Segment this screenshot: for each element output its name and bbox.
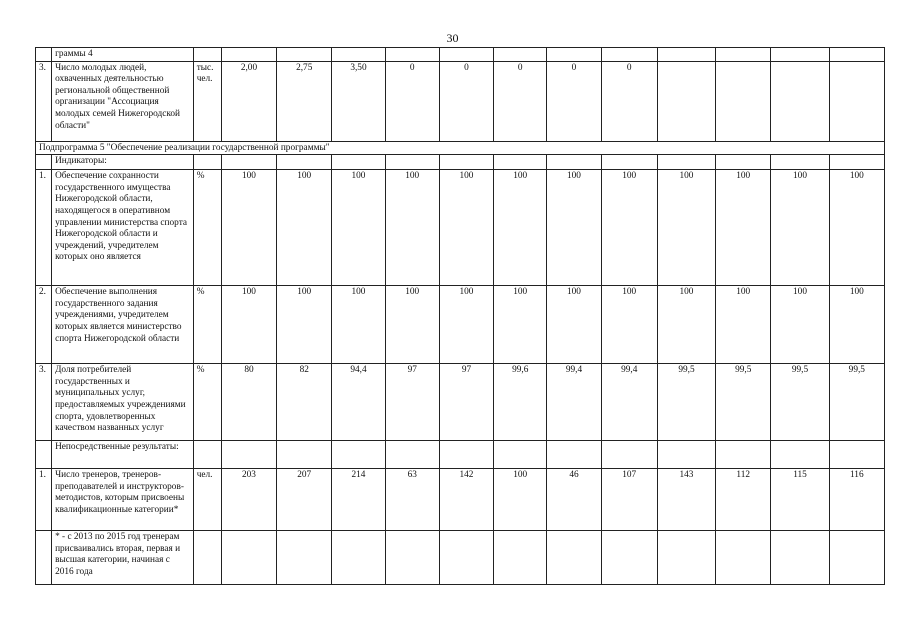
value-cell (601, 48, 657, 62)
value-cell: 100 (332, 286, 385, 364)
value-cell (494, 441, 547, 469)
subprogram-header-row (36, 141, 885, 155)
value-cell: 203 (221, 469, 276, 531)
value-cell: 100 (601, 286, 657, 364)
table-row (36, 364, 885, 441)
value-cell (657, 531, 715, 585)
value-cell (385, 441, 439, 469)
value-cell: 116 (829, 469, 884, 531)
value-cell: 100 (829, 170, 884, 286)
value-cell (771, 531, 829, 585)
value-cell (771, 155, 829, 170)
value-cell (385, 48, 439, 62)
value-cell: 94,4 (332, 364, 385, 441)
value-cell (716, 61, 771, 141)
value-cell (601, 441, 657, 469)
value-cell: 2,75 (277, 61, 332, 141)
value-cell (829, 441, 884, 469)
value-cell (716, 441, 771, 469)
value-cell: 100 (439, 170, 493, 286)
value-cell: 99,5 (657, 364, 715, 441)
table-row (36, 155, 885, 170)
unit-cell: % (193, 170, 221, 286)
value-cell: 0 (439, 61, 493, 141)
value-cell: 99,4 (601, 364, 657, 441)
row-number: 1. (36, 469, 52, 531)
value-cell (829, 61, 884, 141)
indicator-name: * - с 2013 по 2015 год тренерам присваивались вторая, первая и высшая категории, начиная с 2016 года (52, 531, 194, 585)
value-cell (385, 531, 439, 585)
value-cell: 100 (439, 286, 493, 364)
value-cell: 107 (601, 469, 657, 531)
value-cell (716, 155, 771, 170)
value-cell: 142 (439, 469, 493, 531)
value-cell: 99,5 (829, 364, 884, 441)
value-cell (221, 48, 276, 62)
value-cell: 115 (771, 469, 829, 531)
value-cell: 100 (716, 170, 771, 286)
value-cell (439, 441, 493, 469)
value-cell: 100 (221, 286, 276, 364)
row-number (36, 155, 52, 170)
unit-cell (193, 155, 221, 170)
value-cell (601, 155, 657, 170)
value-cell (547, 48, 601, 62)
value-cell: 100 (385, 286, 439, 364)
value-cell: 143 (657, 469, 715, 531)
value-cell: 3,50 (332, 61, 385, 141)
value-cell: 63 (385, 469, 439, 531)
table-row (36, 286, 885, 364)
value-cell (332, 441, 385, 469)
value-cell: 100 (657, 170, 715, 286)
value-cell (601, 531, 657, 585)
table-row (36, 61, 885, 141)
value-cell: 97 (439, 364, 493, 441)
value-cell: 100 (332, 170, 385, 286)
unit-cell: % (193, 364, 221, 441)
value-cell (547, 155, 601, 170)
value-cell (494, 48, 547, 62)
row-number (36, 531, 52, 585)
value-cell (277, 155, 332, 170)
value-cell (439, 48, 493, 62)
value-cell: 0 (547, 61, 601, 141)
value-cell: 100 (771, 170, 829, 286)
value-cell (771, 48, 829, 62)
value-cell (657, 48, 715, 62)
value-cell (547, 531, 601, 585)
page-number: 30 (446, 31, 459, 45)
value-cell: 0 (601, 61, 657, 141)
value-cell (771, 441, 829, 469)
value-cell: 0 (385, 61, 439, 141)
value-cell (277, 531, 332, 585)
table-row (36, 469, 885, 531)
value-cell: 99,5 (716, 364, 771, 441)
value-cell: 100 (829, 286, 884, 364)
unit-cell: чел. (193, 469, 221, 531)
indicator-name: Число молодых людей, охваченных деятельностью региональной общественной организации "Ассоциация молодых семей Нижегородской области" (52, 61, 194, 141)
value-cell: 100 (716, 286, 771, 364)
indicator-name: Непосредственные результаты: (52, 441, 194, 469)
value-cell (439, 155, 493, 170)
value-cell: 0 (494, 61, 547, 141)
value-cell: 99,4 (547, 364, 601, 441)
value-cell: 112 (716, 469, 771, 531)
value-cell: 100 (277, 286, 332, 364)
indicator-name: Доля потребителей государственных и муниципальных услуг, предоставляемых учреждениями спорта, удовлетворенных качеством названных услуг (52, 364, 194, 441)
value-cell (332, 48, 385, 62)
value-cell (332, 155, 385, 170)
value-cell (221, 155, 276, 170)
value-cell: 99,5 (771, 364, 829, 441)
row-number (36, 48, 52, 62)
unit-cell: тыс. чел. (193, 61, 221, 141)
value-cell: 207 (277, 469, 332, 531)
row-number: 3. (36, 61, 52, 141)
value-cell: 80 (221, 364, 276, 441)
value-cell: 100 (771, 286, 829, 364)
indicators-table (35, 47, 885, 585)
value-cell (716, 48, 771, 62)
table-row (36, 48, 885, 62)
value-cell (657, 155, 715, 170)
unit-cell: % (193, 286, 221, 364)
unit-cell (193, 531, 221, 585)
value-cell (277, 441, 332, 469)
table-row (36, 531, 885, 585)
value-cell (716, 531, 771, 585)
value-cell: 100 (494, 170, 547, 286)
row-number: 2. (36, 286, 52, 364)
value-cell (221, 441, 276, 469)
value-cell: 2,00 (221, 61, 276, 141)
value-cell (277, 48, 332, 62)
value-cell: 100 (601, 170, 657, 286)
value-cell: 46 (547, 469, 601, 531)
value-cell: 100 (385, 170, 439, 286)
unit-cell (193, 48, 221, 62)
value-cell (494, 155, 547, 170)
value-cell: 100 (494, 286, 547, 364)
indicator-name: Число тренеров, тренеров-преподавателей и инструкторов-методистов, которым присвоены квалификационные категории* (52, 469, 194, 531)
value-cell (657, 441, 715, 469)
indicator-name: Индикаторы: (52, 155, 194, 170)
indicator-name: Обеспечение выполнения государственного задания учреждениями, учредителем которых является министерство спорта Нижегородской области (52, 286, 194, 364)
row-number: 1. (36, 170, 52, 286)
value-cell (829, 531, 884, 585)
value-cell (439, 531, 493, 585)
table-row (36, 441, 885, 469)
value-cell: 100 (277, 170, 332, 286)
value-cell (829, 155, 884, 170)
value-cell: 100 (547, 286, 601, 364)
value-cell: 100 (494, 469, 547, 531)
indicator-name: Обеспечение сохранности государственного имущества Нижегородской области, находящегося в оперативном управлении министерства спорта Нижегородской области и учреждений, учредителем которых оно является (52, 170, 194, 286)
value-cell: 82 (277, 364, 332, 441)
value-cell (547, 441, 601, 469)
value-cell (385, 155, 439, 170)
value-cell (221, 531, 276, 585)
value-cell (494, 531, 547, 585)
value-cell (657, 61, 715, 141)
table-row (36, 170, 885, 286)
row-number: 3. (36, 364, 52, 441)
subprogram-title: Подпрограмма 5 "Обеспечение реализации государственной программы" (36, 141, 885, 155)
value-cell (332, 531, 385, 585)
value-cell: 100 (547, 170, 601, 286)
unit-cell (193, 441, 221, 469)
row-number (36, 441, 52, 469)
value-cell: 100 (221, 170, 276, 286)
value-cell: 99,6 (494, 364, 547, 441)
value-cell: 97 (385, 364, 439, 441)
value-cell: 214 (332, 469, 385, 531)
indicator-name: граммы 4 (52, 48, 194, 62)
value-cell (771, 61, 829, 141)
value-cell: 100 (657, 286, 715, 364)
value-cell (829, 48, 884, 62)
